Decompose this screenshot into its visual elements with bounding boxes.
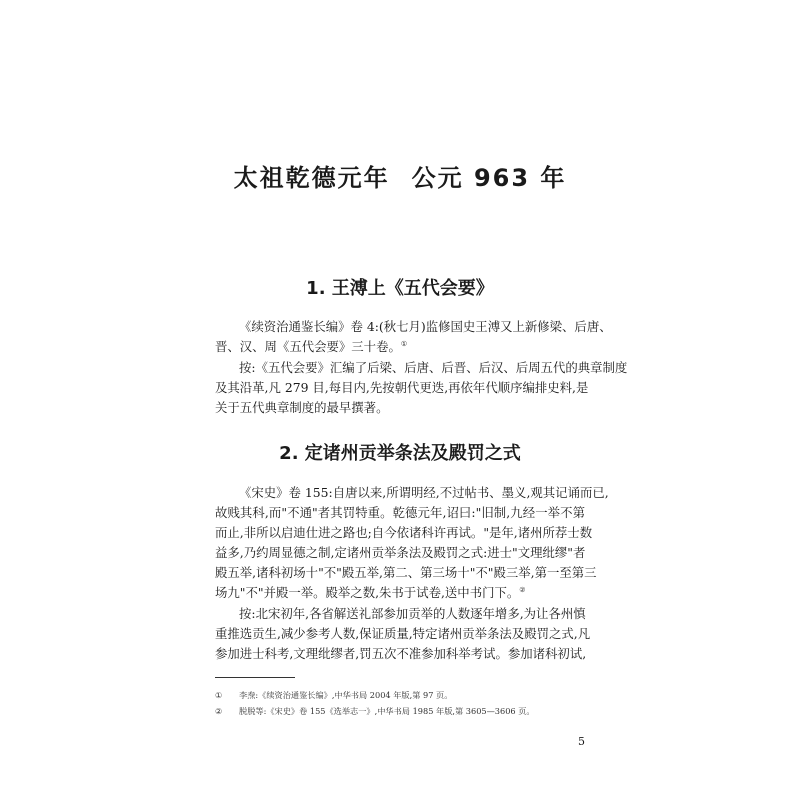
section-1-heading: 1. 王溥上《五代会要》	[306, 278, 494, 299]
section-2-line-text: 场九"不"并殿一举。殿举之数,朱书于试卷,送中书门下。	[215, 585, 520, 600]
section-2-heading: 2. 定诸州贡举条法及殿罚之式	[279, 443, 521, 464]
section-1-line: 《续资治通鉴长编》卷 4:(秋七月)监修国史王溥又上新修梁、后唐、	[239, 319, 612, 334]
title-reign: 太祖乾德元年	[233, 164, 390, 192]
footnote-2	[215, 705, 585, 717]
section-1-line: 关于五代典章制度的最早撰著。	[215, 400, 389, 415]
footnote-1	[215, 689, 585, 701]
section-1-line: 按:《五代会要》汇编了后梁、后唐、后晋、后汉、后周五代的典章制度	[239, 360, 628, 375]
page-number: 5	[578, 735, 585, 748]
section-2-line: 而止,非所以启迪仕进之路也;自今依诸科许再试。"是年,诸州所荐士数	[215, 525, 593, 540]
footnote-1-mark: ①	[215, 690, 223, 700]
section-2-line: 参加进士科考,文理纰缪者,罚五次不准参加科举考试。参加诸科初试,	[215, 646, 587, 661]
title-year: 公元 963 年	[411, 164, 567, 192]
section-2-line: 益多,乃约周显德之制,定诸州贡举条法及殿罚之式:进士"文理纰缪"者	[215, 545, 586, 560]
section-1-line-text: 晋、汉、周《五代会要》三十卷。	[215, 339, 401, 354]
page-title	[0, 158, 800, 193]
section-1-line	[215, 337, 585, 357]
footnote-ref-1[interactable]: ①	[400, 339, 408, 348]
footnote-2-mark: ②	[215, 706, 223, 716]
section-2-line: 按:北宋初年,各省解送礼部参加贡举的人数逐年增多,为让各州慎	[239, 606, 586, 621]
section-2-line	[215, 583, 585, 603]
section-1-line: 及其沿革,凡 279 目,每目内,先按朝代更迭,再依年代顺序编排史料,是	[215, 380, 589, 395]
section-2-line: 殿五举,诸科初场十"不"殿五举,第二、第三场十"不"殿三举,第一至第三	[215, 565, 597, 580]
footnote-ref-2[interactable]: ②	[519, 585, 526, 594]
section-2-line: 故贱其科,而"不通"者其罚特重。乾德元年,诏曰:"旧制,九经一举不第	[215, 505, 585, 520]
section-2-line: 《宋史》卷 155:自唐以来,所谓明经,不过帖书、墨义,观其记诵而已,	[239, 485, 609, 500]
section-2-line: 重推选贡生,减少参考人数,保证质量,特定诸州贡举条法及殿罚之式,凡	[215, 626, 591, 641]
footnote-divider	[215, 677, 295, 678]
footnote-1-text: 李焘:《续资治通鉴长编》,中华书局 2004 年版,第 97 页。	[239, 690, 453, 700]
footnote-2-text: 脱脱等:《宋史》卷 155《选举志一》,中华书局 1985 年版,第 3605—3606 页。	[239, 706, 535, 716]
